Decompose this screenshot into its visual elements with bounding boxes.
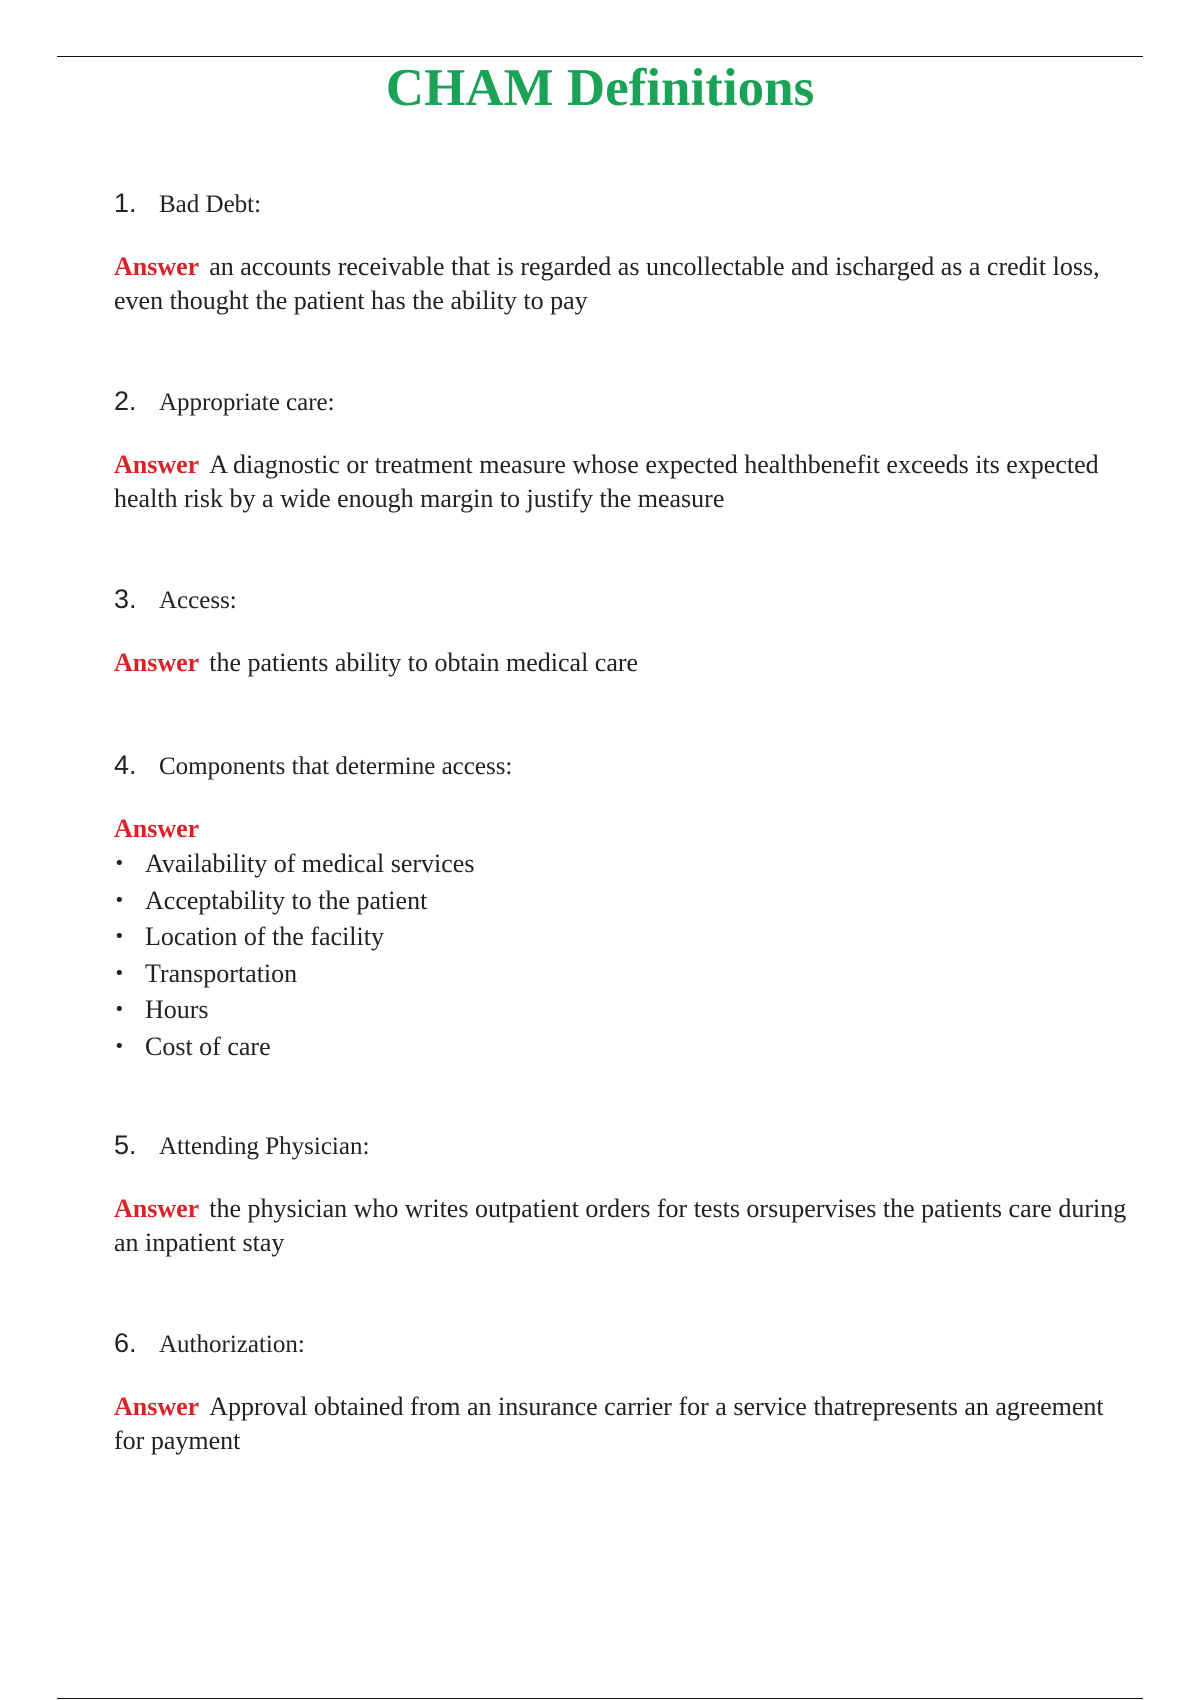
answer-paragraph [114, 250, 1134, 318]
definition-item-6 [114, 1326, 1134, 1458]
question-text: Appropriate care: [159, 389, 335, 416]
answer-paragraph [114, 448, 1134, 516]
definition-item-3 [114, 582, 1134, 680]
item-number: 3. [114, 584, 137, 614]
definition-item-5 [114, 1128, 1134, 1260]
top-rule [57, 56, 1143, 57]
bullet-icon: • [114, 1035, 125, 1057]
answer-paragraph [114, 812, 1134, 846]
answer-label: Answer [114, 1194, 200, 1223]
bullet-icon: • [114, 962, 125, 984]
list-item-text: Cost of care [145, 1031, 271, 1061]
question-text: Access: [159, 587, 237, 614]
question-line [114, 582, 1134, 618]
answer-bullet-list [114, 846, 1134, 1065]
answer-label: Answer [114, 1392, 200, 1421]
list-item [114, 883, 1134, 920]
answer-paragraph [114, 1192, 1134, 1260]
bullet-icon: • [114, 889, 125, 911]
answer-text: the physician who writes outpatient orders for tests orsupervises the patients care during an inpatient stay [114, 1194, 1127, 1257]
list-item [114, 956, 1134, 993]
answer-paragraph [114, 1390, 1134, 1458]
question-text: Bad Debt: [159, 191, 262, 218]
list-item-text: Availability of medical services [145, 849, 475, 878]
question-line [114, 186, 1134, 222]
list-item [114, 846, 1134, 883]
definition-item-2 [114, 384, 1134, 516]
answer-label: Answer [114, 450, 200, 479]
list-item [114, 1029, 1134, 1066]
item-number: 6. [114, 1328, 137, 1358]
item-number: 1. [114, 188, 137, 218]
list-item-text: Transportation [145, 958, 298, 988]
answer-text: the patients ability to obtain medical care [209, 648, 639, 677]
definition-item-1 [114, 186, 1134, 318]
answer-label: Answer [114, 648, 200, 677]
definition-item-4 [114, 748, 1134, 1065]
bullet-icon: • [114, 926, 125, 947]
bullet-icon: • [114, 853, 125, 874]
answer-text: an accounts receivable that is regarded as uncollectable and ischarged as a credit loss, even thought the patient has the ability to pay [114, 252, 1100, 315]
list-item [114, 919, 1134, 956]
question-text: Components that determine access: [159, 753, 513, 780]
question-text: Authorization: [159, 1331, 305, 1358]
question-line [114, 1128, 1134, 1164]
list-item-text: Location of the facility [145, 922, 384, 951]
question-text: Attending Physician: [159, 1133, 370, 1160]
answer-paragraph [114, 646, 1134, 680]
answer-text: A diagnostic or treatment measure whose expected healthbenefit exceeds its expected health risk by a wide enough margin to justify the measure [114, 450, 1099, 513]
item-number: 4. [114, 750, 137, 780]
bullet-icon: • [114, 999, 125, 1020]
question-line [114, 748, 1134, 784]
answer-text: Approval obtained from an insurance carrier for a service thatrepresents an agreement for payment [114, 1392, 1104, 1455]
item-number: 2. [114, 386, 137, 416]
page-title: CHAM Definitions [385, 59, 815, 117]
question-line [114, 384, 1134, 420]
answer-label: Answer [114, 814, 200, 843]
list-item-text: Hours [145, 995, 209, 1024]
list-item-text: Acceptability to the patient [145, 885, 428, 915]
question-line [114, 1326, 1134, 1362]
answer-label: Answer [114, 252, 200, 281]
item-number: 5. [114, 1130, 137, 1160]
list-item [114, 992, 1134, 1029]
bottom-rule [57, 1698, 1143, 1699]
